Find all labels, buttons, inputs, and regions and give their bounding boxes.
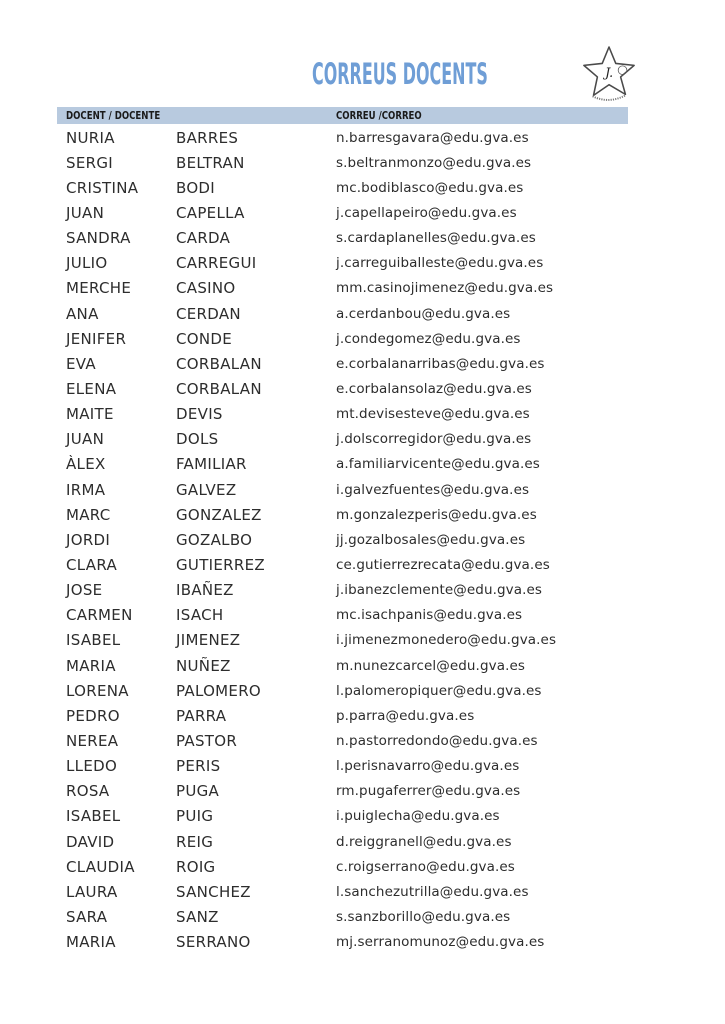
table-row — [57, 125, 657, 150]
teacher-email: i.puiglecha@edu.gva.es — [336, 808, 500, 825]
teacher-email: i.galvezfuentes@edu.gva.es — [336, 481, 530, 498]
teacher-last-name: REIG — [176, 832, 214, 851]
teacher-last-name: BODI — [176, 178, 216, 197]
teacher-email: mc.isachpanis@edu.gva.es — [336, 607, 523, 624]
teacher-last-name: JIMENEZ — [176, 631, 241, 650]
teacher-last-name: CERDAN — [176, 304, 241, 323]
teacher-table-body — [57, 125, 657, 955]
teacher-email: e.corbalansolaz@edu.gva.es — [336, 380, 532, 397]
column-header-docent: DOCENT / DOCENTE — [66, 109, 161, 122]
teacher-last-name: ROIG — [176, 857, 216, 876]
teacher-last-name: DOLS — [176, 430, 219, 449]
teacher-last-name: SANZ — [176, 907, 219, 926]
table-row — [57, 502, 657, 527]
table-header-row — [57, 107, 628, 124]
teacher-last-name: SERRANO — [176, 933, 251, 952]
teacher-first-name: MARIA — [66, 656, 116, 675]
teacher-first-name: LORENA — [66, 681, 129, 700]
teacher-email: n.pastorredondo@edu.gva.es — [336, 732, 538, 749]
school-star-logo-icon — [580, 45, 638, 107]
teacher-last-name: CASINO — [176, 279, 236, 298]
teacher-email: j.carreguiballeste@edu.gva.es — [336, 255, 544, 272]
teacher-last-name: ISACH — [176, 606, 224, 625]
teacher-last-name: CONDE — [176, 329, 233, 348]
table-row — [57, 754, 657, 779]
teacher-first-name: SERGI — [66, 153, 113, 172]
teacher-first-name: NEREA — [66, 731, 119, 750]
teacher-first-name: CLARA — [66, 555, 118, 574]
teacher-first-name: PEDRO — [66, 706, 120, 725]
table-row — [57, 376, 657, 401]
teacher-first-name: ELENA — [66, 379, 117, 398]
teacher-last-name: PALOMERO — [176, 681, 262, 700]
teacher-first-name: SARA — [66, 907, 108, 926]
teacher-email: e.corbalanarribas@edu.gva.es — [336, 355, 545, 372]
table-row — [57, 326, 657, 351]
teacher-first-name: JULIO — [66, 254, 108, 273]
table-row — [57, 552, 657, 577]
table-row — [57, 452, 657, 477]
teacher-email: a.cerdanbou@edu.gva.es — [336, 305, 511, 322]
table-row — [57, 200, 657, 225]
teacher-first-name: LLEDO — [66, 757, 118, 776]
teacher-email: j.ibanezclemente@edu.gva.es — [336, 582, 543, 599]
teacher-email: j.dolscorregidor@edu.gva.es — [336, 431, 532, 448]
teacher-first-name: ISABEL — [66, 807, 121, 826]
teacher-last-name: DEVIS — [176, 405, 223, 424]
teacher-last-name: PUIG — [176, 807, 214, 826]
teacher-first-name: MERCHE — [66, 279, 132, 298]
table-row — [57, 779, 657, 804]
table-row — [57, 301, 657, 326]
teacher-last-name: BARRES — [176, 128, 239, 147]
table-row — [57, 854, 657, 879]
teacher-last-name: GALVEZ — [176, 480, 237, 499]
teacher-first-name: LAURA — [66, 882, 118, 901]
teacher-first-name: ISABEL — [66, 631, 121, 650]
teacher-first-name: JENIFER — [66, 329, 127, 348]
teacher-last-name: CARDA — [176, 229, 231, 248]
page-title: CORREUS DOCENTS — [312, 57, 488, 91]
teacher-email: s.cardaplanelles@edu.gva.es — [336, 230, 536, 247]
table-row — [57, 251, 657, 276]
teacher-last-name: CAPELLA — [176, 203, 245, 222]
teacher-last-name: CORBALAN — [176, 379, 262, 398]
teacher-email: mt.devisesteve@edu.gva.es — [336, 406, 530, 423]
teacher-email: mc.bodiblasco@edu.gva.es — [336, 179, 524, 196]
teacher-first-name: MARC — [66, 505, 111, 524]
table-row — [57, 578, 657, 603]
teacher-email: m.nunezcarcel@edu.gva.es — [336, 657, 526, 674]
teacher-last-name: BELTRAN — [176, 153, 245, 172]
teacher-email: a.familiarvicente@edu.gva.es — [336, 456, 540, 473]
table-row — [57, 678, 657, 703]
teacher-last-name: PARRA — [176, 706, 227, 725]
table-row — [57, 703, 657, 728]
teacher-email: j.capellapeiro@edu.gva.es — [336, 204, 517, 221]
teacher-last-name: FAMILIAR — [176, 455, 247, 474]
teacher-email: l.perisnavarro@edu.gva.es — [336, 758, 520, 775]
teacher-email: s.beltranmonzo@edu.gva.es — [336, 154, 532, 171]
table-row — [57, 628, 657, 653]
table-row — [57, 226, 657, 251]
table-row — [57, 150, 657, 175]
teacher-last-name: PASTOR — [176, 731, 238, 750]
table-row — [57, 930, 657, 955]
table-row — [57, 904, 657, 929]
teacher-email: rm.pugaferrer@edu.gva.es — [336, 783, 521, 800]
teacher-last-name: GUTIERREZ — [176, 555, 265, 574]
teacher-email: s.sanzborillo@edu.gva.es — [336, 908, 511, 925]
table-row — [57, 427, 657, 452]
teacher-first-name: MARIA — [66, 933, 116, 952]
teacher-email: l.palomeropiquer@edu.gva.es — [336, 682, 542, 699]
teacher-email: mm.casinojimenez@edu.gva.es — [336, 280, 554, 297]
teacher-first-name: CRISTINA — [66, 178, 139, 197]
teacher-last-name: CARREGUI — [176, 254, 257, 273]
teacher-email: c.roigserrano@edu.gva.es — [336, 858, 515, 875]
teacher-email: m.gonzalezperis@edu.gva.es — [336, 506, 537, 523]
table-row — [57, 603, 657, 628]
teacher-email: i.jimenezmonedero@edu.gva.es — [336, 632, 557, 649]
teacher-first-name: JUAN — [66, 203, 105, 222]
teacher-email: l.sanchezutrilla@edu.gva.es — [336, 883, 529, 900]
teacher-first-name: ÀLEX — [66, 455, 106, 474]
table-row — [57, 804, 657, 829]
table-row — [57, 351, 657, 376]
teacher-last-name: IBAÑEZ — [176, 581, 234, 600]
table-row — [57, 276, 657, 301]
teacher-first-name: SANDRA — [66, 229, 131, 248]
teacher-first-name: ROSA — [66, 782, 110, 801]
teacher-email: jj.gozalbosales@edu.gva.es — [336, 531, 526, 548]
teacher-first-name: EVA — [66, 354, 96, 373]
teacher-first-name: CARMEN — [66, 606, 133, 625]
teacher-email: j.condegomez@edu.gva.es — [336, 330, 521, 347]
table-row — [57, 527, 657, 552]
column-header-correu: CORREU /CORREO — [336, 109, 422, 122]
teacher-first-name: JUAN — [66, 430, 105, 449]
table-row — [57, 175, 657, 200]
teacher-last-name: PERIS — [176, 757, 221, 776]
teacher-first-name: DAVID — [66, 832, 115, 851]
teacher-first-name: ANA — [66, 304, 99, 323]
table-row — [57, 829, 657, 854]
teacher-first-name: JORDI — [66, 530, 111, 549]
teacher-first-name: IRMA — [66, 480, 106, 499]
teacher-last-name: GONZALEZ — [176, 505, 262, 524]
teacher-first-name: MAITE — [66, 405, 114, 424]
teacher-email: p.parra@edu.gva.es — [336, 707, 475, 724]
teacher-email: mj.serranomunoz@edu.gva.es — [336, 934, 545, 951]
table-row — [57, 653, 657, 678]
teacher-last-name: GOZALBO — [176, 530, 253, 549]
table-row — [57, 402, 657, 427]
teacher-email: d.reiggranell@edu.gva.es — [336, 833, 512, 850]
teacher-last-name: NUÑEZ — [176, 656, 231, 675]
teacher-last-name: PUGA — [176, 782, 220, 801]
teacher-first-name: JOSE — [66, 581, 103, 600]
table-row — [57, 879, 657, 904]
teacher-first-name: CLAUDIA — [66, 857, 135, 876]
svg-text:J.: J. — [605, 64, 614, 80]
teacher-first-name: NURIA — [66, 128, 115, 147]
table-row — [57, 728, 657, 753]
table-row — [57, 477, 657, 502]
teacher-email: ce.gutierrezrecata@edu.gva.es — [336, 556, 550, 573]
teacher-last-name: CORBALAN — [176, 354, 262, 373]
teacher-last-name: SANCHEZ — [176, 882, 251, 901]
teacher-email: n.barresgavara@edu.gva.es — [336, 129, 529, 146]
